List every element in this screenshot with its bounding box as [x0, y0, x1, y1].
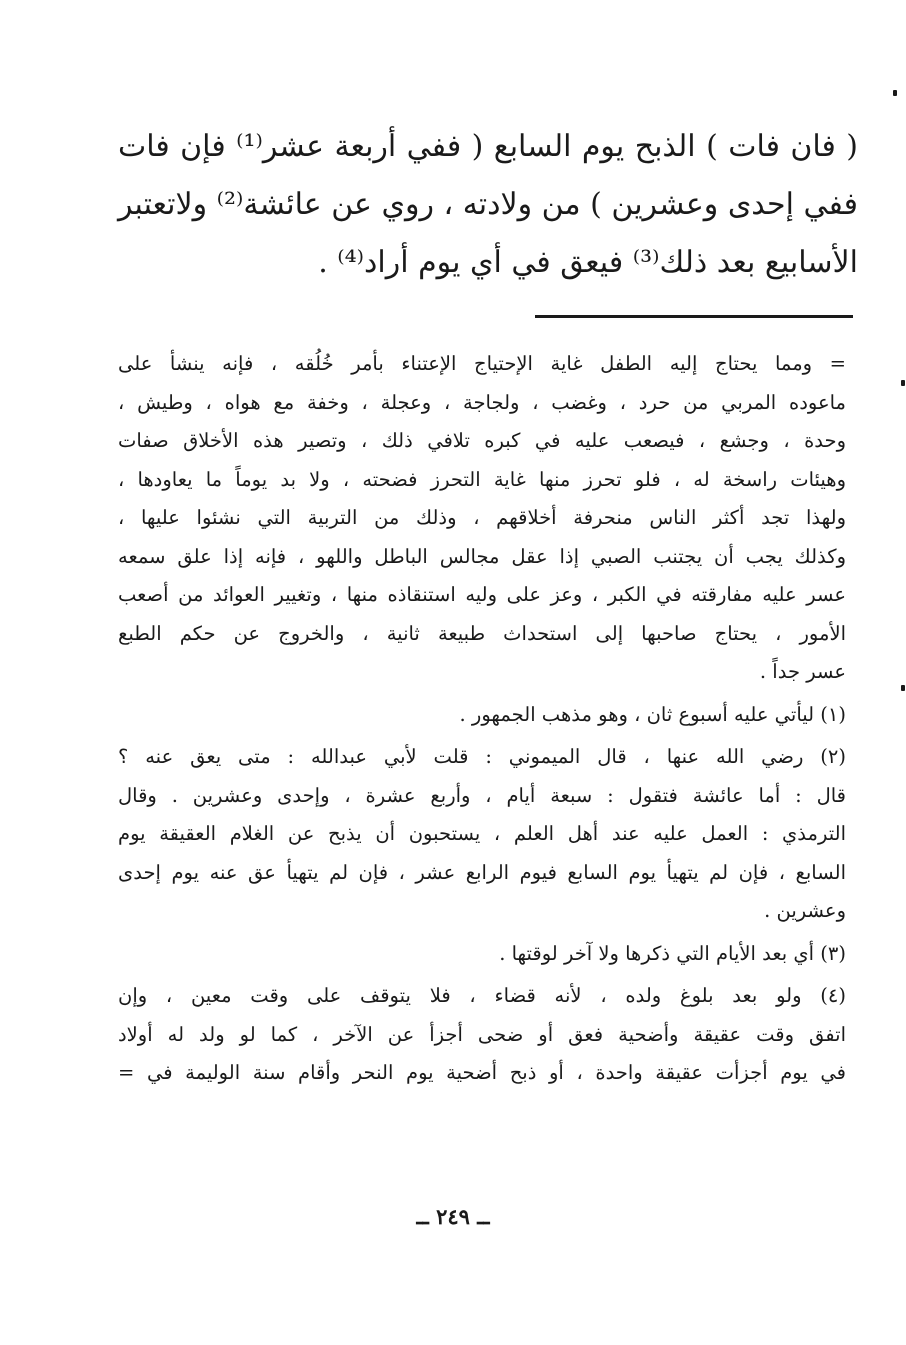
footnote-continuation — [118, 345, 846, 692]
footnote-3 — [118, 935, 846, 974]
footnote-2 — [118, 738, 846, 931]
footnote-line: = ومما يحتاج إليه الطفل غاية الإحتياج الإعتناء بأمر خُلُقه ، فإنه ينشأ على — [118, 352, 846, 375]
footnote-line: وحدة ، وجشع ، فيصعب عليه في كبره تلافي ذلك ، وتصير هذه الأخلاق صفات — [118, 429, 846, 452]
margin-dot-mark — [901, 685, 905, 691]
footnote-separator — [535, 315, 853, 318]
main-text-line: ففي إحدى وعشرين ) من ولادته ، روي عن عائشة⁽²⁾ ولاتعتبر — [118, 187, 858, 222]
footnote-line: وهيئات راسخة له ، فلو تحرز منها غاية التحرز فضحته ، ولا بد يوماً ما يعاودها ، — [118, 467, 846, 491]
margin-dot-mark — [893, 90, 897, 96]
main-text-line: الأسابيع بعد ذلك⁽³⁾ فيعق في أي يوم أراد⁽⁴⁾ . — [318, 245, 858, 280]
footnote-line: ولهذا تجد أكثر الناس منحرفة أخلاقهم ، وذلك من التربية التي نشئوا عليها ، — [118, 506, 846, 529]
footnote-line: وعشرين . — [764, 899, 846, 922]
footnote-line: عسر جداً . — [759, 660, 846, 683]
footnote-line: قال : أما عائشة فتقول : سبعة أيام ، وأربع عشرة ، وإحدى وعشرين . وقال — [118, 783, 846, 807]
footnote-line: اتفق وقت عقيقة وأضحية فعق أو ضحى أجزأ عن الآخر ، كما لو ولد له أولاد — [118, 1022, 846, 1046]
footnote-line: (١) ليأتي عليه أسبوع ثان ، وهو مذهب الجمهور . — [459, 702, 846, 726]
footnote-line: الترمذي : العمل عليه عند أهل العلم ، يستحبون أن يذبح عن الغلام العقيقة يوم — [118, 822, 846, 845]
footnote-line: وكذلك يجب أن يجتنب الصبي إذا عقل مجالس الباطل واللهو ، فإنه إذا علق سمعه — [118, 544, 846, 568]
footnote-line: (٢) رضي الله عنها ، قال الميموني : قلت لأبي عبدالله : متى يعق عنه ؟ — [118, 745, 846, 768]
main-text-line: ( فان فات ) الذبح يوم السابع ( ففي أربعة عشر⁽¹⁾ فإن فات — [118, 129, 858, 164]
footnote-line: السابع ، فإن لم يتهيأ يوم السابع فيوم الرابع عشر ، فإن لم يتهيأ عق عنه يوم إحدى — [118, 860, 846, 884]
margin-dot-mark — [901, 380, 905, 386]
footnote-line: (٣) أي بعد الأيام التي ذكرها ولا آخر لوقتها . — [499, 941, 846, 965]
footnotes-block — [118, 345, 846, 1093]
main-text-block — [118, 118, 858, 292]
footnote-1 — [118, 696, 846, 735]
footnote-line: عسر عليه مفارقته في الكبر ، وعز على وليه استنقاذه منها ، وتغيير العوائد من أصعب — [118, 583, 846, 606]
footnote-line: الأمور ، يحتاج صاحبها إلى استحداث طبيعة ثانية ، والخروج عن حكم الطبع — [118, 621, 846, 645]
footnote-line: في يوم أجزأت عقيقة واحدة ، أو ذبح أضحية يوم النحر وأقام سنة الوليمة في = — [118, 1061, 846, 1084]
page-number: ــ ٢٤٩ ــ — [416, 1204, 490, 1229]
footnote-line: ماعوده المربي من حرد ، وغضب ، ولجاجة ، وعجلة ، وخفة مع هواه ، وطيش ، — [118, 390, 846, 414]
footnote-4 — [118, 977, 846, 1093]
footnote-line: (٤) ولو بعد بلوغ ولده ، لأنه قضاء ، فلا يتوقف على وقت معين ، وإن — [118, 984, 846, 1007]
